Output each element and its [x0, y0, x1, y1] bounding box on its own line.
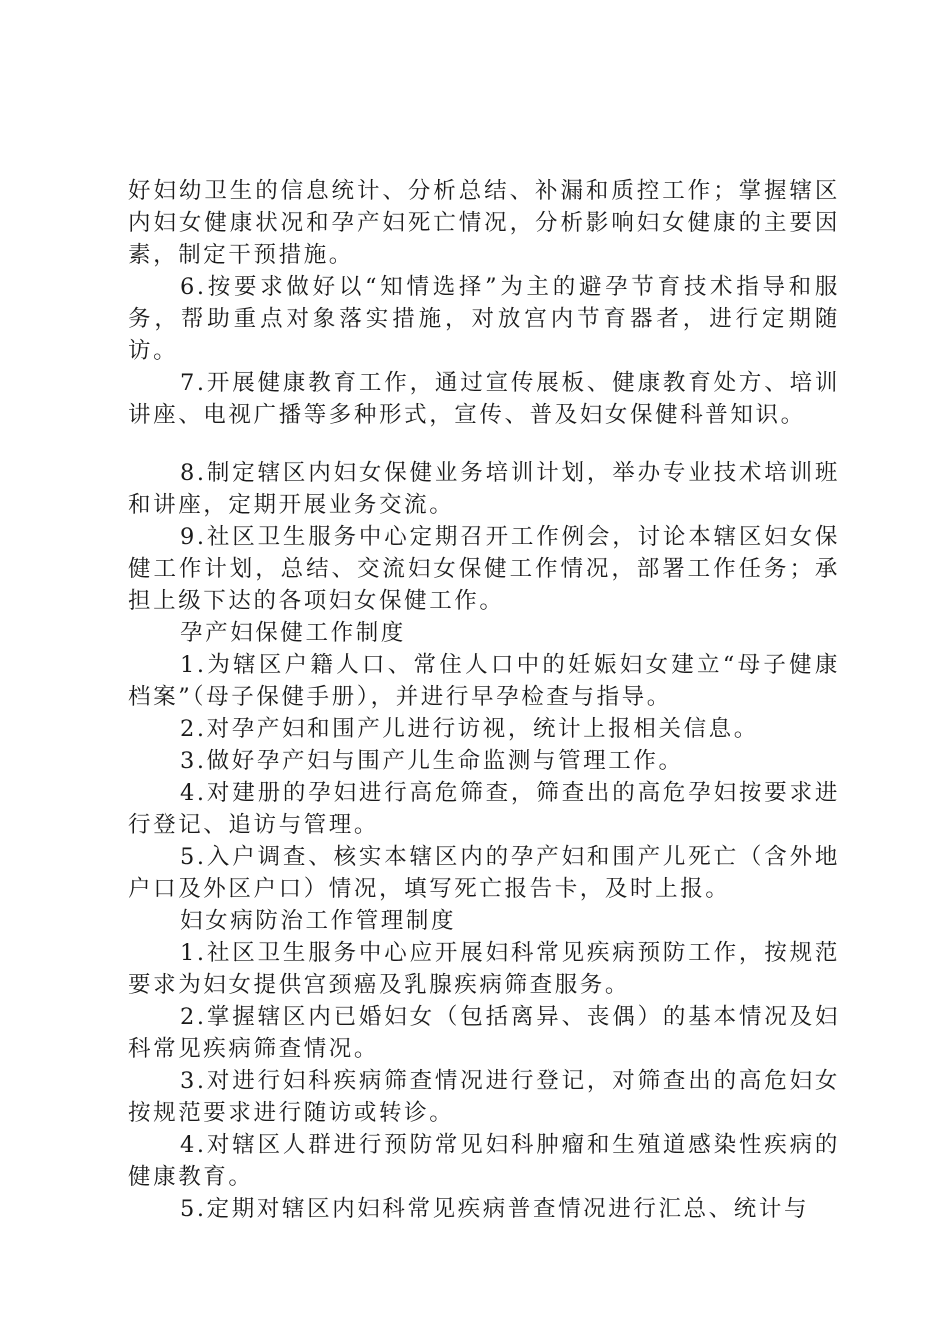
document-body [128, 175, 840, 1225]
paragraph-disease-item-3: 3.对进行妇科疾病筛查情况进行登记，对筛查出的高危妇女按规范要求进行随访或转诊。 [128, 1068, 840, 1126]
paragraph-maternal-item-2: 2.对孕产妇和围产儿进行访视，统计上报相关信息。 [180, 716, 759, 742]
paragraph-disease-item-5: 5.定期对辖区内妇科常见疾病普查情况进行汇总、统计与 [180, 1196, 810, 1222]
paragraph-item-9: 9.社区卫生服务中心定期召开工作例会，讨论本辖区妇女保健工作计划，总结、交流妇女保健工作情况，部署工作任务；承担上级下达的各项妇女保健工作。 [128, 524, 840, 614]
paragraph-item-6: 6.按要求做好以“知情选择”为主的避孕节育技术指导和服务，帮助重点对象落实措施，对放宫内节育器者，进行定期随访。 [128, 274, 840, 364]
paragraph-maternal-item-4: 4.对建册的孕妇进行高危筛查，筛查出的高危孕妇按要求进行登记、追访与管理。 [128, 780, 840, 838]
paragraph-disease-item-1: 1.社区卫生服务中心应开展妇科常见疾病预防工作，按规范要求为妇女提供宫颈癌及乳腺疾病筛查服务。 [128, 940, 840, 998]
paragraph-disease-item-2: 2.掌握辖区内已婚妇女（包括离异、丧偶）的基本情况及妇科常见疾病筛查情况。 [128, 1004, 840, 1062]
paragraph-item-7: 7.开展健康教育工作，通过宣传展板、健康教育处方、培训讲座、电视广播等多种形式，宣传、普及妇女保健科普知识。 [128, 370, 840, 428]
paragraph-disease-item-4: 4.对辖区人群进行预防常见妇科肿瘤和生殖道感染性疾病的健康教育。 [128, 1132, 840, 1190]
section-heading-maternal-care: 孕产妇保健工作制度 [180, 620, 406, 646]
paragraph-maternal-item-5: 5.入户调查、核实本辖区内的孕产妇和围产儿死亡（含外地户口及外区户口）情况，填写死亡报告卡，及时上报。 [128, 844, 840, 902]
paragraph-continued: 好妇幼卫生的信息统计、分析总结、补漏和质控工作；掌握辖区内妇女健康状况和孕产妇死亡情况，分析影响妇女健康的主要因素，制定干预措施。 [128, 178, 840, 268]
paragraph-maternal-item-1: 1.为辖区户籍人口、常住人口中的妊娠妇女建立“母子健康档案”（母子保健手册），并进行早孕检查与指导。 [128, 652, 840, 710]
paragraph-maternal-item-3: 3.做好孕产妇与围产儿生命监测与管理工作。 [180, 748, 684, 774]
paragraph-item-8: 8.制定辖区内妇女保健业务培训计划，举办专业技术培训班和讲座，定期开展业务交流。 [128, 460, 840, 518]
section-heading-disease-prevention: 妇女病防治工作管理制度 [180, 908, 457, 934]
